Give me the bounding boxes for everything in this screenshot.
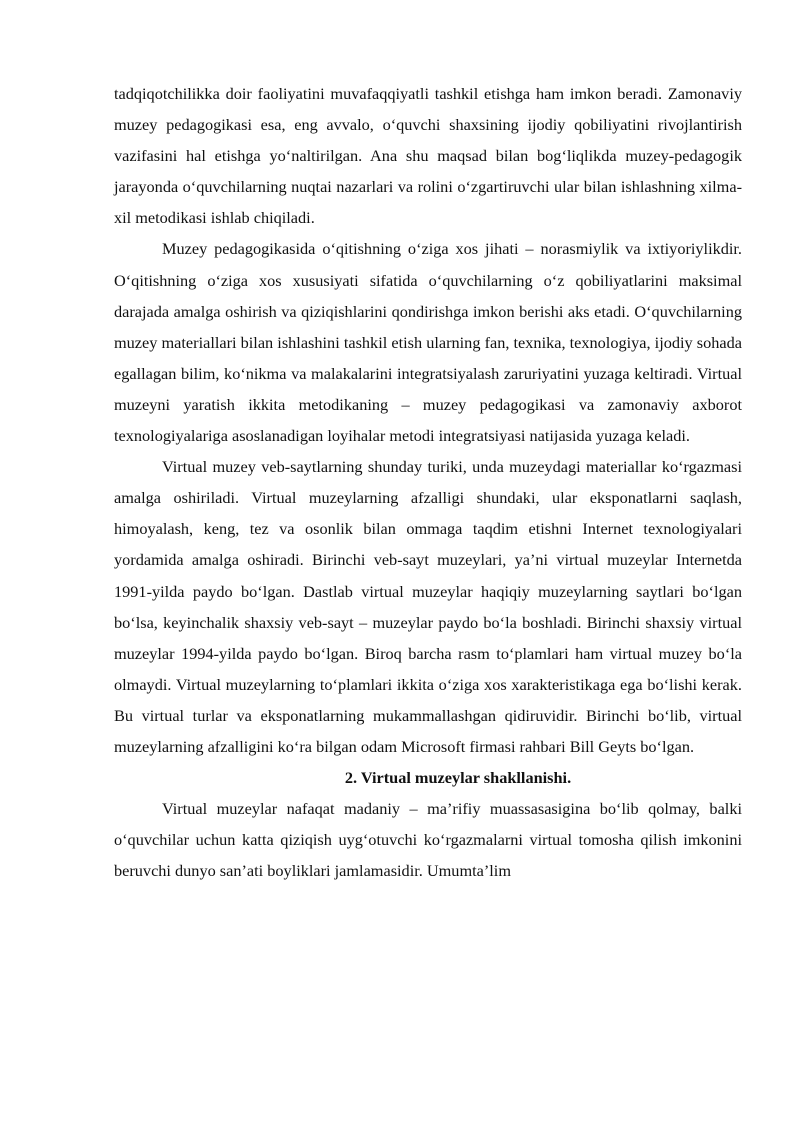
paragraph-virtual-museum-formation: Virtual muzeylar nafaqat madaniy – ma’rifiy muassasasigina bo‘lib qolmay, balki o‘quvchilar uchun katta qiziqish uyg‘otuvchi ko‘rgazmalarni virtual tomosha qilish imkonini beruvchi dunyo san’ati boyliklari jamlamasidir. Umumta’lim — [114, 799, 742, 881]
paragraph-museum-pedagogy: Muzey pedagogikasida o‘qitishning o‘ziga xos jihati – norasmiylik va ixtiyoriylikdir. O‘qitishning o‘ziga xos xususiyati sifatida o‘quvchilarning o‘z qobiliyatlarini maksimal darajada amalga oshirish va qiziqishlarini qondirishga imkon berishi aks etadi. O‘quvchilarning muzey materiallari bilan ishlashini tashkil etish ularning fan, texnika, texnologiya, ijodiy sohada egallagan bilim, ko‘nikma va malakalarini integratsiyalash zaruriyatini yuzaga keltiradi. Virtual muzeyni yaratish ikkita metodikaning – muzey pedagogikasi va zamonaviy axborot texnologiyalariga asoslanadigan loyihalar metodi integratsiyasi natijasida yuzaga keladi. — [114, 239, 742, 446]
paragraph-virtual-museum-definition: Virtual muzey veb-saytlarning shunday turiki, unda muzeydagi materiallar ko‘rgazmasi amalga oshiriladi. Virtual muzeylarning afzalligi shundaki, ular eksponatlarni saqlash, himoyalash, keng, tez va osonlik bilan ommaga taqdim etishni Internet texnologiyalari yordamida amalga oshiradi. Birinchi veb-sayt muzeylari, ya’ni virtual muzeylar Internetda 1991-yilda paydo bo‘lgan. Dastlab virtual muzeylar haqiqiy muzeylarning saytlari bo‘lgan bo‘lsa, keyinchalik shaxsiy veb-sayt – muzeylar paydo bo‘la boshladi. Birinchi shaxsiy virtual muzeylar 1994-yilda paydo bo‘lgan. Biroq barcha rasm to‘plamlari ham virtual muzey bo‘la olmaydi. Virtual muzeylarning to‘plamlari ikkita o‘ziga xos xarakteristikaga ega bo‘lishi kerak. Bu virtual turlar va eksponatlarning mukammallashgan qidiruvidir. Birinchi bo‘lib, virtual muzeylarning afzalligini ko‘ra bilgan odam Microsoft firmasi rahbari Bill Geyts bo‘lgan. — [114, 457, 742, 756]
section-heading: 2. Virtual muzeylar shakllanishi. — [344, 768, 572, 788]
paragraph-intro-continuation: tadqiqotchilikka doir faoliyatini muvafaqqiyatli tashkil etishga ham imkon beradi. Zamonaviy muzey pedagogikasi esa, eng avvalo, o‘quvchi shaxsining ijodiy qobiliyatini rivojlantirish vazifasini hal etishga yo‘naltirilgan. Ana shu maqsad bilan bog‘liqlikda muzey-pedagogik jarayonda o‘quvchilarning nuqtai nazarlari va rolini o‘zgartiruvchi ular bilan ishlashning xilma-xil metodikasi ishlab chiqiladi. — [114, 84, 742, 228]
document-page — [114, 78, 742, 886]
